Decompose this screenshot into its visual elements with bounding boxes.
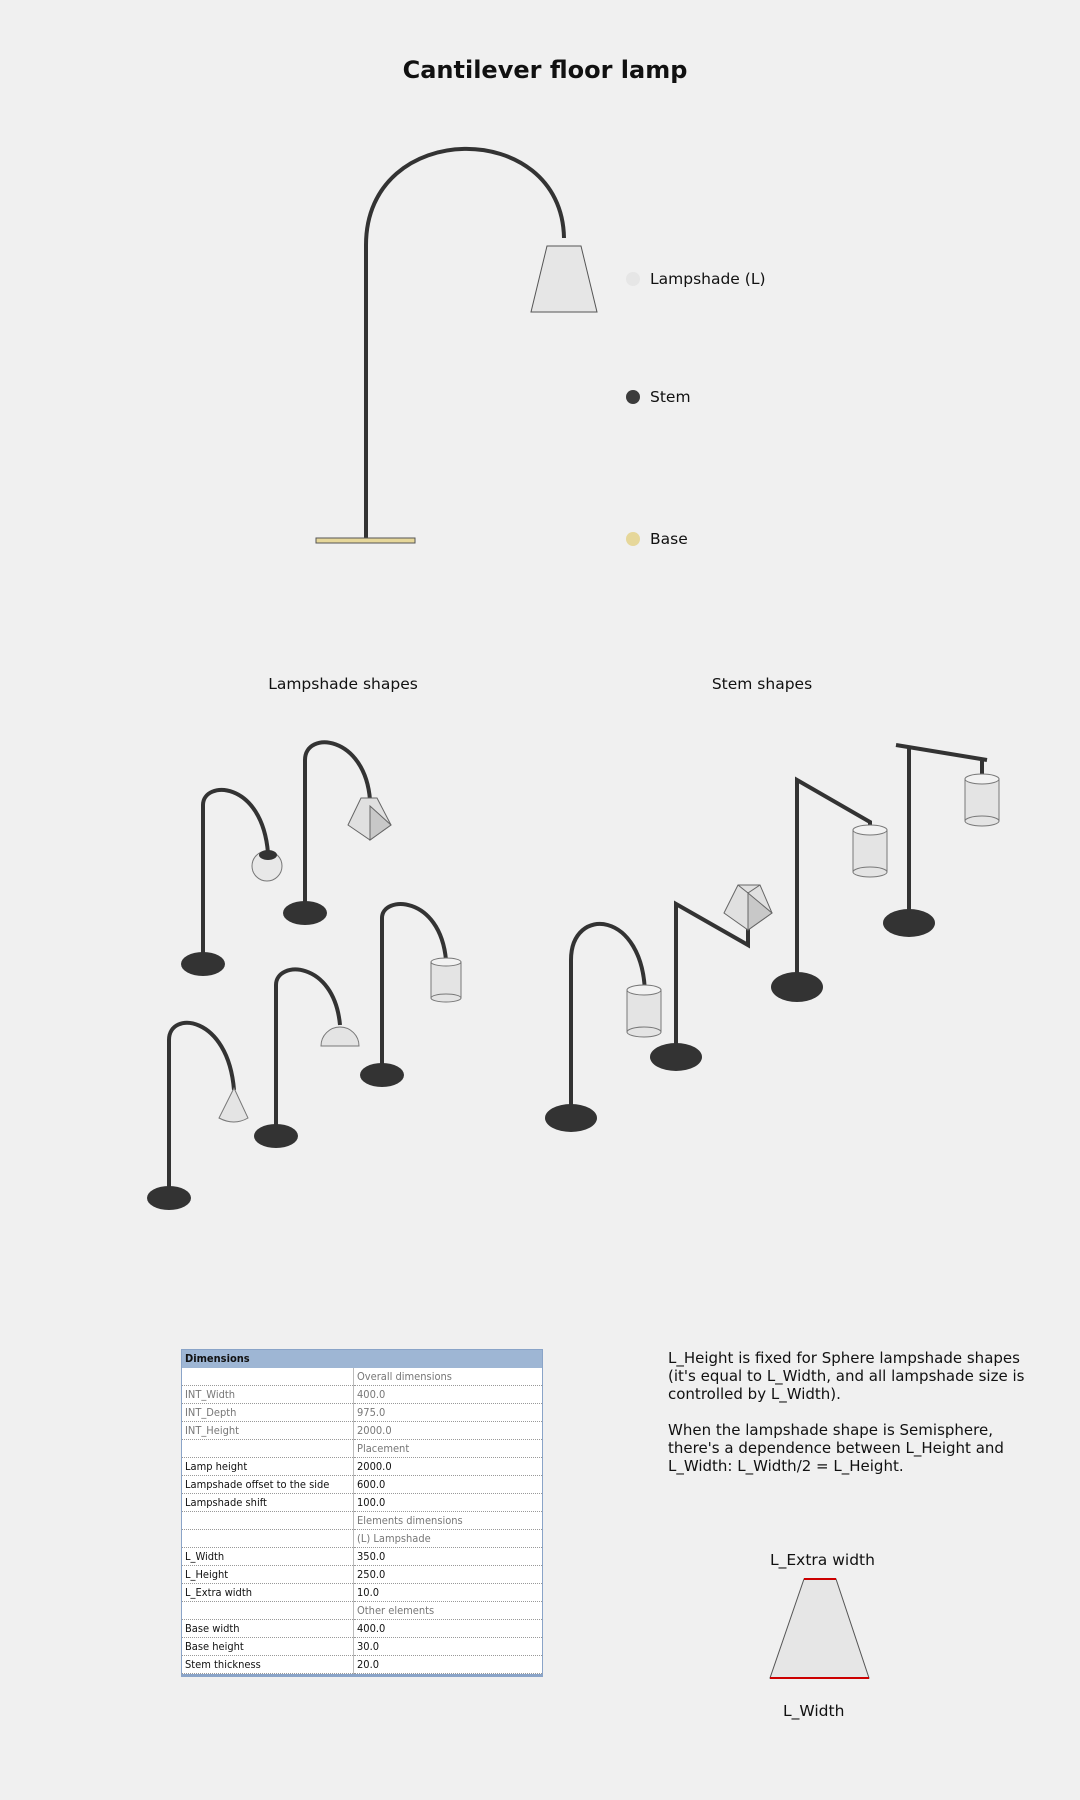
table-row xyxy=(182,1440,542,1458)
parameter-name: Lampshade offset to the side xyxy=(182,1476,354,1494)
legend-item-lampshade xyxy=(626,268,766,290)
parameter-value: 10.0 xyxy=(354,1584,543,1602)
table-row xyxy=(182,1602,542,1620)
parameter-value: 20.0 xyxy=(354,1656,543,1674)
semisphere-note: When the lampshade shape is Semisphere, there's a dependence between L_Height and L_Width: L_Width/2 = L_Height. xyxy=(668,1421,1004,1475)
parameter-value: 100.0 xyxy=(354,1494,543,1512)
parameter-name: Base width xyxy=(182,1620,354,1638)
table-row xyxy=(182,1476,542,1494)
parameter-value: 250.0 xyxy=(354,1566,543,1584)
parameter-name: L_Height xyxy=(182,1566,354,1584)
table-row xyxy=(182,1494,542,1512)
legend-item-stem xyxy=(626,386,691,408)
parameter-value: 350.0 xyxy=(354,1548,543,1566)
parameter-name: INT_Depth xyxy=(182,1404,354,1422)
parameter-name: Base height xyxy=(182,1638,354,1656)
lamp-pyramid xyxy=(283,742,391,925)
table-row xyxy=(182,1458,542,1476)
parameter-name: L_Extra width xyxy=(182,1584,354,1602)
parameter-value: 2000.0 xyxy=(354,1458,543,1476)
lampshade-legend-dot xyxy=(626,272,640,286)
parameter-name: L_Width xyxy=(182,1548,354,1566)
main-stem xyxy=(366,149,564,540)
table-row xyxy=(182,1548,542,1566)
parameter-value: Elements dimensions xyxy=(354,1512,543,1530)
table-row xyxy=(182,1404,542,1422)
stem-arc xyxy=(545,924,661,1132)
stem-legend-dot xyxy=(626,390,640,404)
parameter-name: INT_Height xyxy=(182,1422,354,1440)
table-row xyxy=(182,1530,542,1548)
lampshade-shapes-caption: Lampshade shapes xyxy=(268,675,418,693)
parameter-name xyxy=(182,1440,354,1458)
dimension-lampshade xyxy=(770,1579,869,1678)
stem-shapes-group xyxy=(545,745,999,1132)
legend-item-base xyxy=(626,528,688,550)
parameter-name: Stem thickness xyxy=(182,1656,354,1674)
main-lampshade xyxy=(531,246,597,312)
legend-label: Base xyxy=(650,530,688,548)
parameter-value: 400.0 xyxy=(354,1386,543,1404)
parameter-value: 2000.0 xyxy=(354,1422,543,1440)
page-title: Cantilever floor lamp xyxy=(402,56,688,84)
sphere-note: L_Height is fixed for Sphere lampshade shapes (it's equal to L_Width, and all lampshade size is controlled by L_Width). xyxy=(668,1349,1025,1403)
legend-label: Lampshade (L) xyxy=(650,270,766,288)
table-row xyxy=(182,1566,542,1584)
parameter-name xyxy=(182,1602,354,1620)
lamp-sphere xyxy=(181,790,282,976)
parameter-name: Lamp height xyxy=(182,1458,354,1476)
table-row xyxy=(182,1620,542,1638)
parameter-name: INT_Width xyxy=(182,1386,354,1404)
stem-shapes-caption: Stem shapes xyxy=(711,675,813,693)
table-row xyxy=(182,1656,542,1674)
parameter-value: Overall dimensions xyxy=(354,1368,543,1386)
parameter-value: 600.0 xyxy=(354,1476,543,1494)
table-row xyxy=(182,1512,542,1530)
main-base xyxy=(316,538,415,543)
table-row xyxy=(182,1386,542,1404)
table-row xyxy=(182,1584,542,1602)
parameter-value: Other elements xyxy=(354,1602,543,1620)
lamp-cone xyxy=(147,1023,248,1210)
width-label: L_Width xyxy=(783,1702,845,1720)
parameter-value: 30.0 xyxy=(354,1638,543,1656)
parameter-name: Lampshade shift xyxy=(182,1494,354,1512)
stem-t xyxy=(883,745,999,937)
lamp-semisphere xyxy=(254,970,359,1148)
table-row xyxy=(182,1422,542,1440)
lampshade-shapes-group xyxy=(147,742,461,1210)
lampshade-dimension-diagram xyxy=(770,1579,869,1678)
parameter-value: (L) Lampshade xyxy=(354,1530,543,1548)
parameter-name xyxy=(182,1512,354,1530)
table-row xyxy=(182,1638,542,1656)
parameter-value: Placement xyxy=(354,1440,543,1458)
table-row xyxy=(182,1368,542,1386)
lamp-cylinder xyxy=(360,904,461,1087)
main-lamp xyxy=(316,149,597,543)
stem-zigzag xyxy=(650,885,772,1071)
dimensions-table xyxy=(181,1349,543,1677)
extra-width-label: L_Extra width xyxy=(770,1551,875,1569)
parameter-value: 975.0 xyxy=(354,1404,543,1422)
legend-label: Stem xyxy=(650,388,691,406)
table-header: Dimensions xyxy=(182,1350,542,1368)
stem-angled xyxy=(771,780,887,1002)
parameter-name xyxy=(182,1368,354,1386)
parameter-name xyxy=(182,1530,354,1548)
base-legend-dot xyxy=(626,532,640,546)
parameter-value: 400.0 xyxy=(354,1620,543,1638)
